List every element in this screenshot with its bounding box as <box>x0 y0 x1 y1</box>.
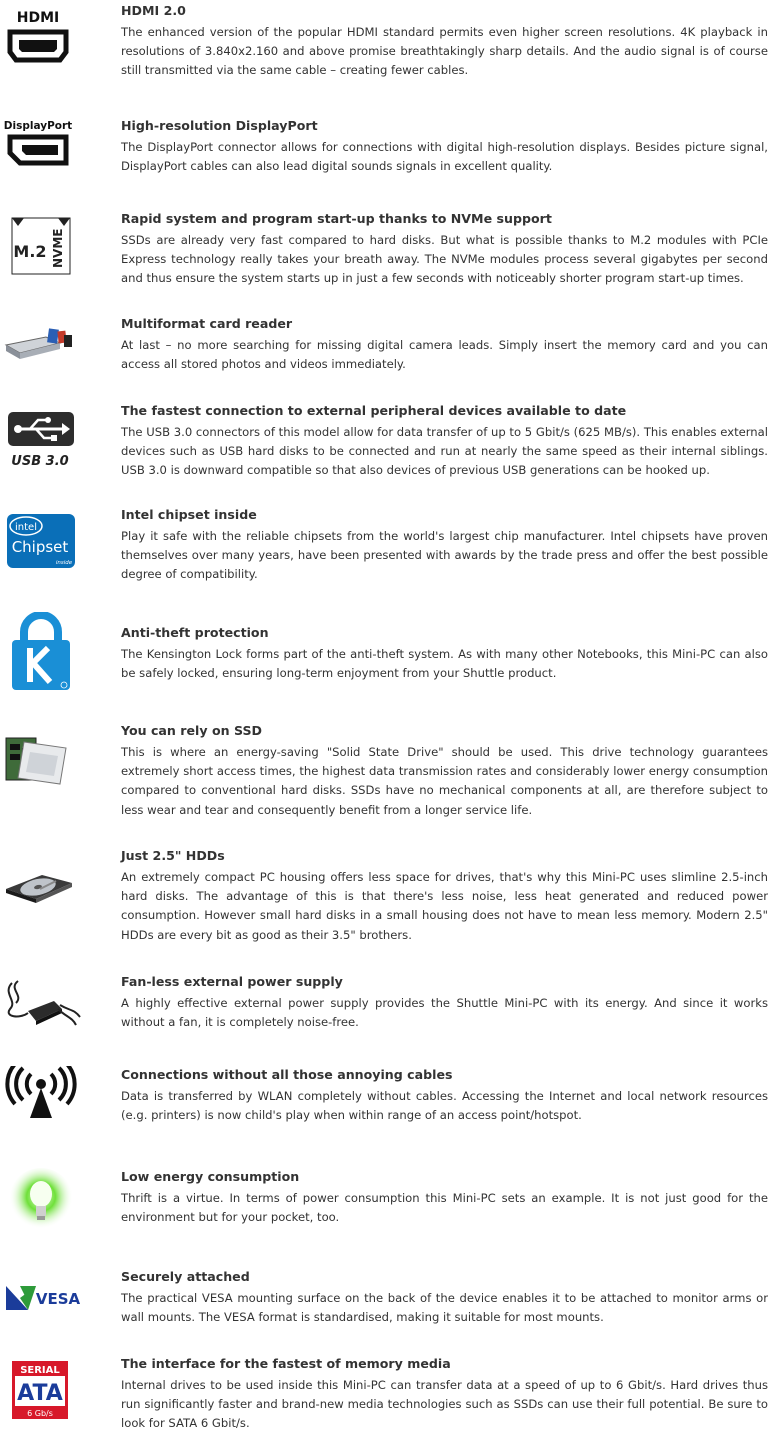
m2-label: M.2 <box>13 242 47 261</box>
ssd-icon <box>0 722 90 792</box>
kensington-lock-icon <box>0 612 90 694</box>
hdmi-icon <box>0 0 90 70</box>
usb-icon-label: USB 3.0 <box>11 454 69 469</box>
feature-description: The Kensington Lock forms part of the anti-theft system. As with many other Notebooks, this Mini-PC can also be safely locked, ensuring long-term enjoyment from your Shuttle product. <box>121 647 768 681</box>
feature-description: The enhanced version of the popular HDMI standard permits even higher screen resolutions. 4K playback in resolutions of 3.840x2.160 and above promise breathtakingly sharp details. And the audio signal is of course still transmitted via the same cable – creating fewer cables. <box>121 25 768 78</box>
feature-description: The USB 3.0 connectors of this model allow for data transfer of up to 5 Gbit/s (625 MB/s). This enables external devices such as USB hard disks to be connected and run at nearly the same speed as their internal siblings. USB 3.0 is downward compatible so that also devices of previous USB generations can be hooked up. <box>121 425 768 478</box>
hard-disk-icon <box>0 847 90 917</box>
card-reader-icon <box>0 315 90 385</box>
m2-nvme-icon <box>0 210 90 280</box>
nvme-label: NVME <box>51 228 65 268</box>
feature-title: Intel chipset inside <box>121 507 257 522</box>
feature-title: Multiformat card reader <box>121 316 293 331</box>
feature-title: Rapid system and program start-up thanks to NVMe support <box>121 211 552 226</box>
feature-description: The DisplayPort connector allows for connections with digital high-resolution displays. Besides picture signal, DisplayPort cables can also lead digital sounds signals in excellent quality. <box>121 140 768 174</box>
inside-label: inside <box>55 560 73 566</box>
feature-description: An extremely compact PC housing offers less space for drives, that's why this Mini-PC uses slimline 2.5-inch hard disks. The advantage of this is that there's less noise, less heat generated and reduced power consumption. However small hard disks in a small housing does not have to mean less memory. Modern 2.5" HDDs are every bit as good as their 3.5" brothers. <box>121 870 768 942</box>
displayport-icon-label: DisplayPort <box>3 120 73 132</box>
sata-speed-label: 6 Gb/s <box>27 1409 53 1418</box>
intel-chipset-icon <box>0 506 90 576</box>
ata-label: ATA <box>17 1381 63 1406</box>
chipset-label: Chipset <box>11 538 69 556</box>
serial-label: SERIAL <box>20 1365 60 1376</box>
feature-title: The interface for the fastest of memory media <box>121 1356 451 1371</box>
feature-description: The practical VESA mounting surface on the back of the device enables it to be attached to monitor arms or wall mounts. The VESA format is standardised, making it suitable for most mounts. <box>121 1291 768 1325</box>
displayport-icon <box>0 115 90 185</box>
feature-title: Anti-theft protection <box>121 625 269 640</box>
feature-title: HDMI 2.0 <box>121 3 186 18</box>
hdmi-icon-label: HDMI <box>16 10 60 26</box>
feature-title: High-resolution DisplayPort <box>121 118 318 133</box>
feature-description: Data is transferred by WLAN completely without cables. Accessing the Internet and local network resources (e.g. printers) is now child's play when within range of an access point/hotspot. <box>121 1089 768 1123</box>
feature-description: Thrift is a virtue. In terms of power consumption this Mini-PC sets an example. It is not just good for the environment but for your pocket, too. <box>121 1191 768 1225</box>
feature-title: Fan-less external power supply <box>121 974 343 989</box>
light-bulb-icon <box>0 1168 90 1238</box>
vesa-icon <box>0 1268 90 1338</box>
feature-description: This is where an energy-saving "Solid State Drive" should be used. This drive technology guarantees extremely short access times, the highest data transmission rates and considerably lower energy consumption compared to conventional hard disks. SSDs have no mechanical components at all, are therefore subject to less wear and tear and consequently benefit from a longer service life. <box>121 745 768 817</box>
feature-description: SSDs are already very fast compared to hard disks. But what is possible thanks to M.2 modules with PCIe Express technology really takes your breath away. The NVMe modules process several gigabytes per second and thus ensure the system starts up in just a few seconds with noticeably shorter program start-up times. <box>121 233 768 286</box>
feature-description: Play it safe with the reliable chipsets from the world's largest chip manufacturer. Intel chipsets have proven themselves over many years, have been presented with awards by the trade press and offer the best possible degree of compatibility. <box>121 529 768 582</box>
feature-description: At last – no more searching for missing digital camera leads. Simply insert the memory card and you can access all stored photos and videos immediately. <box>121 338 768 372</box>
feature-title: You can rely on SSD <box>121 723 262 738</box>
feature-title: The fastest connection to external peripheral devices available to date <box>121 403 627 418</box>
power-supply-icon <box>0 973 90 1043</box>
feature-description: A highly effective external power supply provides the Shuttle Mini-PC with its energy. And since it works without a fan, it is completely noise-free. <box>121 996 768 1030</box>
feature-title: Securely attached <box>121 1269 250 1284</box>
feature-title: Just 2.5" HDDs <box>121 848 225 863</box>
feature-title: Connections without all those annoying cables <box>121 1067 453 1082</box>
serial-ata-icon <box>0 1355 90 1425</box>
feature-description: Internal drives to be used inside this Mini-PC can transfer data at a speed of up to 6 Gbit/s. Hard drives thus run significantly faster and brand-new media technologies such as SSDs can use their full potential. Be sure to look for SATA 6 Gbit/s. <box>121 1378 768 1431</box>
wireless-icon <box>0 1066 90 1136</box>
feature-title: Low energy consumption <box>121 1169 300 1184</box>
intel-label: intel <box>15 522 37 533</box>
usb-icon <box>0 402 90 472</box>
vesa-label: VESA <box>35 1290 81 1308</box>
